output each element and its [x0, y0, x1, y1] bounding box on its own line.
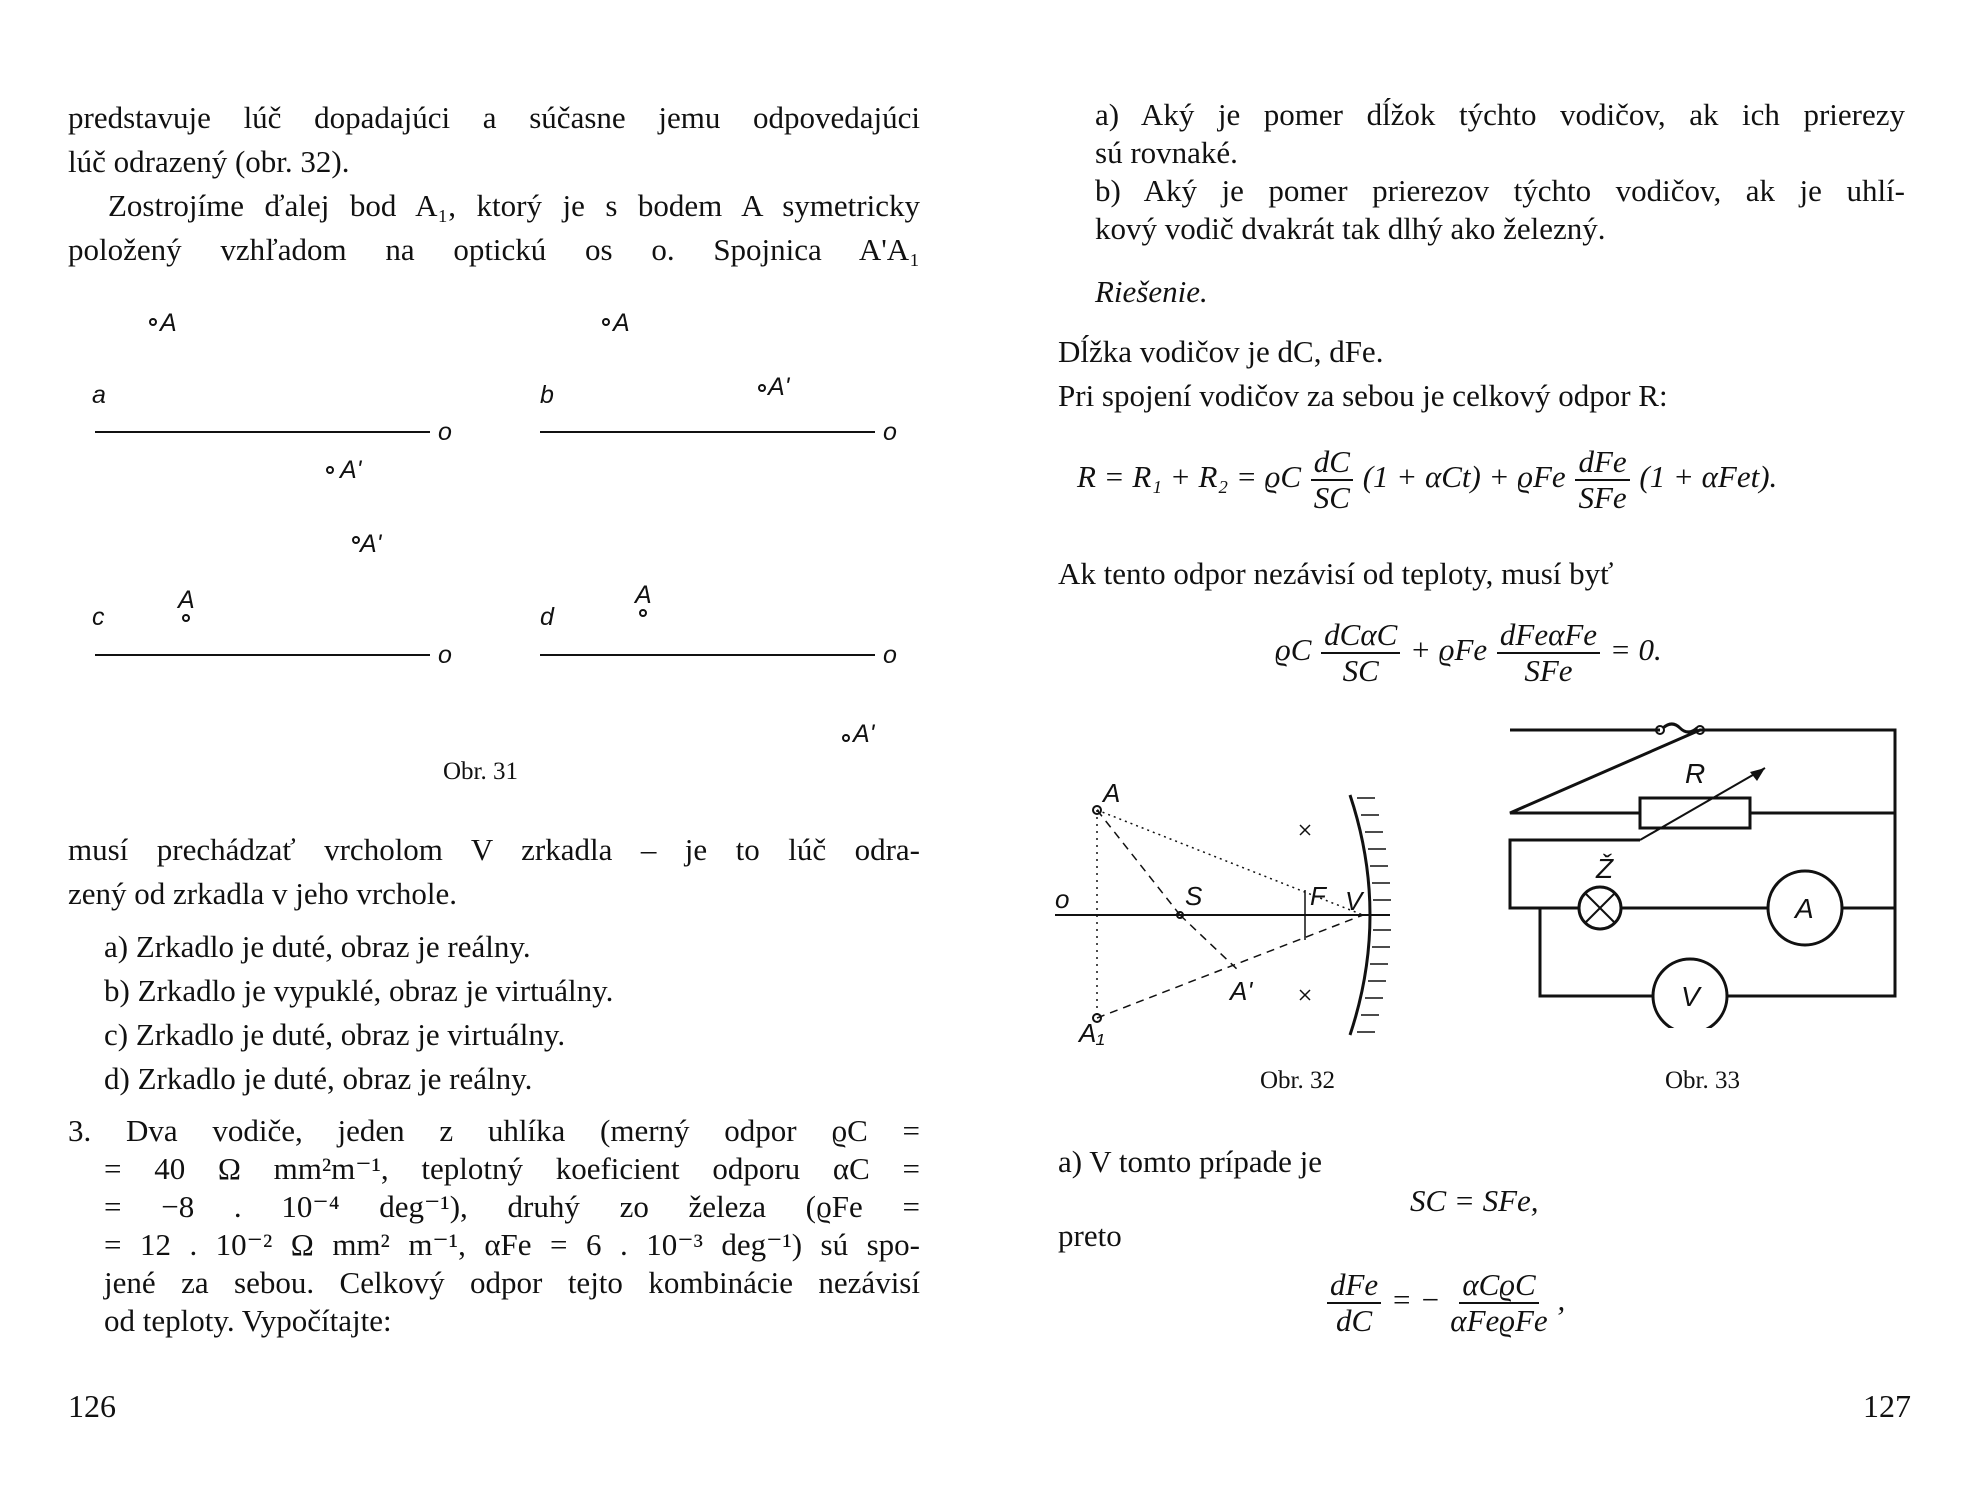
numerator: dFeαFe	[1497, 618, 1600, 654]
label-A-prime: A'	[853, 720, 875, 748]
ac-source-icon	[1663, 724, 1697, 732]
question-line: b) Aký je pomer prierezov týchto vodičov, ak je uhlí-	[1095, 173, 1905, 208]
label-V: V	[1681, 981, 1700, 1012]
problem-line: = −8 . 10⁻⁴ deg⁻¹), druhý zo železa (ϱFe =	[104, 1189, 920, 1224]
equation-1	[1077, 445, 1777, 515]
label-A: A	[178, 586, 195, 614]
ray-through-center	[1097, 810, 1180, 915]
figure-caption: Obr. 33	[1665, 1067, 1740, 1094]
right-page	[985, 0, 1970, 1500]
equation-3: SC = SFe,	[1410, 1183, 1539, 1218]
answer-d: d) Zrkadlo je duté, obraz je reálny.	[104, 1061, 533, 1096]
label-o: o	[1055, 884, 1070, 914]
eq1-rhs: (1 + αFet).	[1639, 459, 1778, 495]
eq1-lhs: R = R₁ + R₂ = ϱC	[1077, 459, 1302, 495]
equation-2	[1275, 618, 1662, 688]
denominator: dC	[1336, 1303, 1373, 1338]
label-F: F	[1310, 881, 1326, 911]
point-marker	[640, 610, 646, 616]
label-A1: A₁	[1079, 1018, 1105, 1048]
point-marker	[150, 319, 156, 325]
eq4-mid: = −	[1390, 1282, 1441, 1318]
text-line: Ak tento odpor nezávisí od teploty, musí byť	[1058, 556, 1614, 591]
text-line: lúč odrazený (obr. 32).	[68, 144, 350, 179]
text-line: zený od zrkadla v jeho vrchole.	[68, 876, 458, 911]
fraction	[1497, 618, 1600, 688]
denominator: SFe	[1578, 480, 1627, 515]
point-marker	[603, 319, 609, 325]
page-number: 126	[68, 1388, 116, 1424]
label-A-prime: A'	[340, 456, 362, 484]
label-a: a	[92, 381, 106, 409]
text-line: predstavuje lúč dopadajúci a súčasne jemu odpovedajúci	[68, 100, 920, 135]
problem-line: od teploty. Vypočítajte:	[104, 1303, 392, 1338]
label-o: o	[438, 418, 452, 446]
label-V: V	[1345, 886, 1363, 916]
numerator: dCαC	[1321, 618, 1400, 654]
resistor-R	[1640, 798, 1750, 828]
fraction	[1450, 1268, 1547, 1338]
answer-c: c) Zrkadlo je duté, obraz je virtuálny.	[104, 1017, 566, 1052]
eq2-mid: + ϱFe	[1410, 632, 1488, 668]
label-Z: Ž	[1596, 853, 1614, 884]
problem-line: = 12 . 10⁻² Ω mm² m⁻¹, αFe = 6 . 10⁻³ deg⁻¹) sú spo-	[104, 1227, 920, 1262]
numerator: αCϱC	[1459, 1268, 1538, 1304]
figure-caption: Obr. 32	[1260, 1067, 1335, 1094]
fraction	[1311, 445, 1353, 515]
rheostat-arrow	[1750, 768, 1765, 781]
denominator: SC	[1342, 653, 1379, 688]
point-marker	[759, 385, 765, 391]
text-line: Zostrojíme ďalej bod A₁, ktorý je s bodem A symetricky	[108, 188, 920, 223]
label-d: d	[540, 603, 554, 631]
answer-a: a) Zrkadlo je duté, obraz je reálny.	[104, 929, 531, 964]
figure-31	[60, 290, 920, 790]
answer-b: b) Zrkadlo je vypuklé, obraz je virtuálny.	[104, 973, 614, 1008]
denominator: αFeϱFe	[1450, 1303, 1548, 1338]
solution-heading: Riešenie.	[1095, 274, 1208, 309]
page-number: 127	[1863, 1388, 1911, 1424]
label-A-prime: A'	[768, 373, 790, 401]
label-o: o	[883, 641, 897, 669]
numerator: dFe	[1327, 1268, 1381, 1304]
question-line: a) Aký je pomer dĺžok týchto vodičov, ak ich prierezy	[1095, 97, 1905, 132]
text-line: položený vzhľadom na optickú os o. Spojnica A'A₁	[68, 232, 920, 267]
point-marker	[327, 467, 333, 473]
label-R: R	[1685, 758, 1706, 789]
label-c: c	[92, 603, 105, 631]
eq4-post: ,	[1557, 1282, 1566, 1318]
label-o: o	[883, 418, 897, 446]
label-A: A	[160, 309, 177, 337]
text-line: musí prechádzať vrcholom V zrkadla – je to lúč odra-	[68, 832, 920, 867]
label-A-prime: A'	[1230, 976, 1253, 1006]
eq2-post: = 0.	[1609, 632, 1662, 668]
equation-4	[1325, 1268, 1565, 1338]
figure-caption: Obr. 31	[443, 758, 518, 785]
eq2-pre: ϱC	[1275, 632, 1312, 668]
label-A: A	[1795, 893, 1814, 924]
eq1-mid: (1 + αCt) + ϱFe	[1362, 459, 1566, 495]
problem-line: = 40 Ω mm²m⁻¹, teplotný koeficient odporu αC =	[104, 1151, 920, 1186]
fraction	[1321, 618, 1400, 688]
denominator: SFe	[1524, 653, 1573, 688]
ray-continued	[1180, 915, 1240, 972]
label-A: A	[613, 309, 630, 337]
denominator: SC	[1313, 480, 1350, 515]
numerator: dC	[1311, 445, 1353, 481]
text-line: a) V tomto prípade je	[1058, 1144, 1323, 1179]
problem-line: 3. Dva vodiče, jeden z uhlíka (merný odpor ϱC =	[68, 1113, 920, 1148]
text-line: Pri spojení vodičov za sebou je celkový odpor R:	[1058, 378, 1668, 413]
label-b: b	[540, 381, 554, 409]
label-A: A	[635, 581, 652, 609]
problem-line: jené za sebou. Celkový odpor tejto kombinácie nezávisí	[104, 1265, 920, 1300]
numerator: dFe	[1575, 445, 1629, 481]
question-line: kový vodič dvakrát tak dlhý ako železný.	[1095, 211, 1606, 246]
point-marker	[353, 537, 359, 543]
point-marker	[843, 735, 849, 741]
label-A: A	[1103, 778, 1121, 808]
fraction	[1327, 1268, 1381, 1338]
label-o: o	[438, 641, 452, 669]
point-marker	[183, 615, 189, 621]
text-line: Dĺžka vodičov je dC, dFe.	[1058, 334, 1384, 369]
fraction	[1575, 445, 1629, 515]
label-A-prime: A'	[360, 530, 382, 558]
question-line: sú rovnaké.	[1095, 135, 1238, 170]
figure-32	[1045, 760, 1485, 1060]
text-line: preto	[1058, 1218, 1122, 1253]
figure-33	[1500, 718, 1905, 1028]
label-S: S	[1185, 881, 1203, 911]
